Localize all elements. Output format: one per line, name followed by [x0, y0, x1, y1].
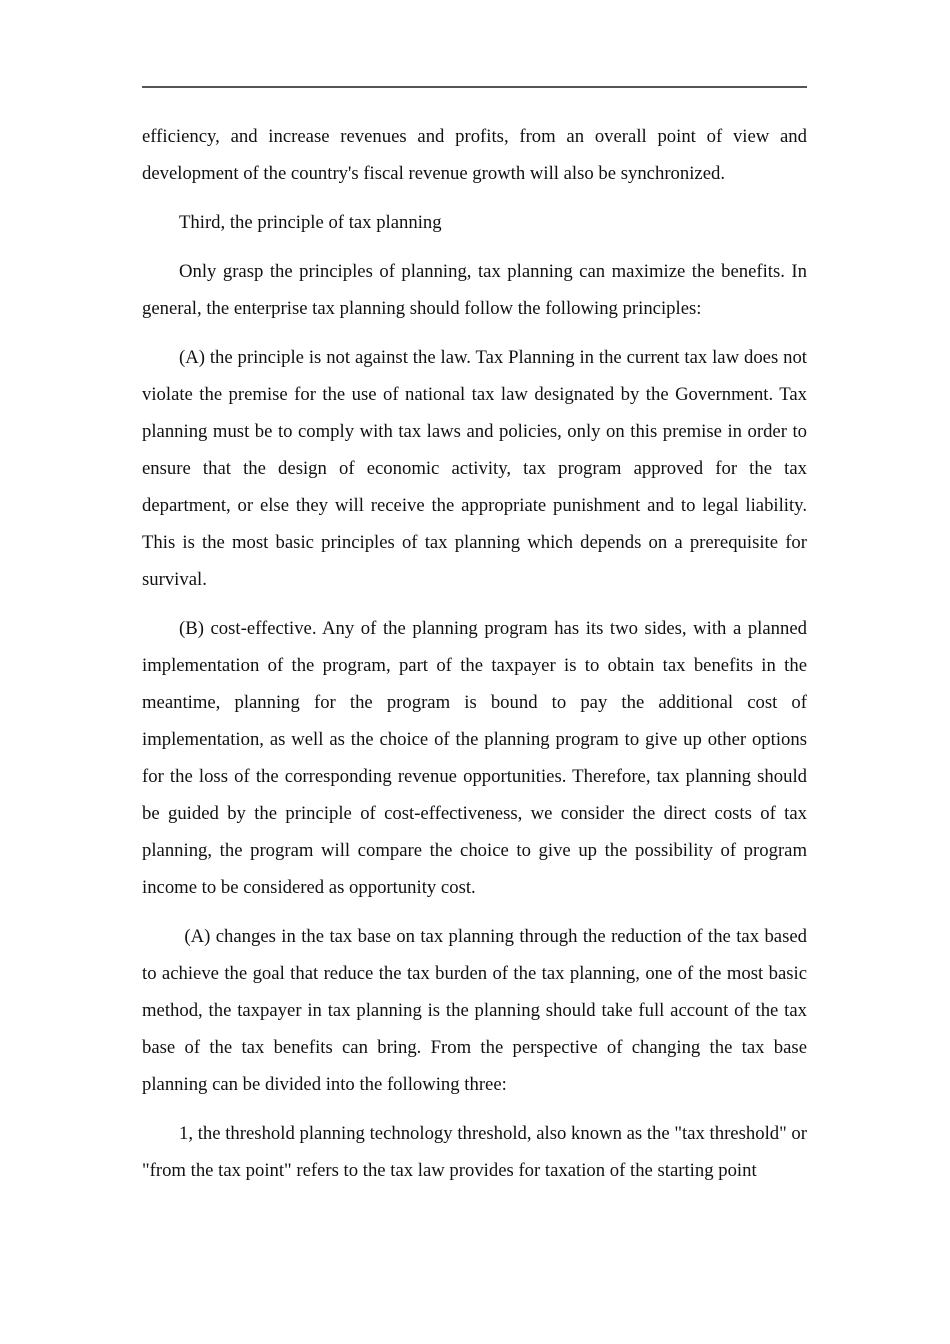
- body-paragraph: (B) cost-effective. Any of the planning program has its two sides, with a planned implementation of the program, part of the taxpayer is to obtain tax benefits in the meantime, planning for the program is bound to pay the additional cost of implementation, as well as the choice of the planning program to give up other options for the loss of the corresponding revenue opportunities. Therefore, tax planning should be guided by the principle of cost-effectiveness, we consider the direct costs of tax planning, the program will compare the choice to give up the possibility of program income to be considered as opportunity cost.: [142, 618, 812, 898]
- header-rule-divider: [142, 86, 807, 88]
- body-paragraph: 1, the threshold planning technology threshold, also known as the "tax threshold" or "from the tax point" refers to the tax law provides for taxation of the starting point: [142, 1123, 812, 1181]
- body-paragraph: (A) the principle is not against the law. Tax Planning in the current tax law does not violate the premise for the use of national tax law designated by the Government. Tax planning must be to comply with tax laws and policies, only on this premise in order to ensure that the design of economic activity, tax program approved for the tax department, or else they will receive the appropriate punishment and to legal liability. This is the most basic principles of tax planning which depends on a prerequisite for survival.: [142, 347, 812, 590]
- body-paragraph: efficiency, and increase revenues and profits, from an overall point of view and development of the country's fiscal revenue growth will also be synchronized.: [142, 126, 812, 184]
- document-body: [142, 118, 812, 1189]
- body-paragraph: (A) changes in the tax base on tax planning through the reduction of the tax based to achieve the goal that reduce the tax burden of the tax planning, one of the most basic method, the taxpayer in tax planning is the planning should take full account of the tax base of the tax benefits can bring. From the perspective of changing the tax base planning can be divided into the following three:: [142, 926, 812, 1095]
- body-paragraph: Only grasp the principles of planning, tax planning can maximize the benefits. In general, the enterprise tax planning should follow the following principles:: [142, 261, 812, 319]
- section-heading-paragraph: Third, the principle of tax planning: [179, 212, 442, 233]
